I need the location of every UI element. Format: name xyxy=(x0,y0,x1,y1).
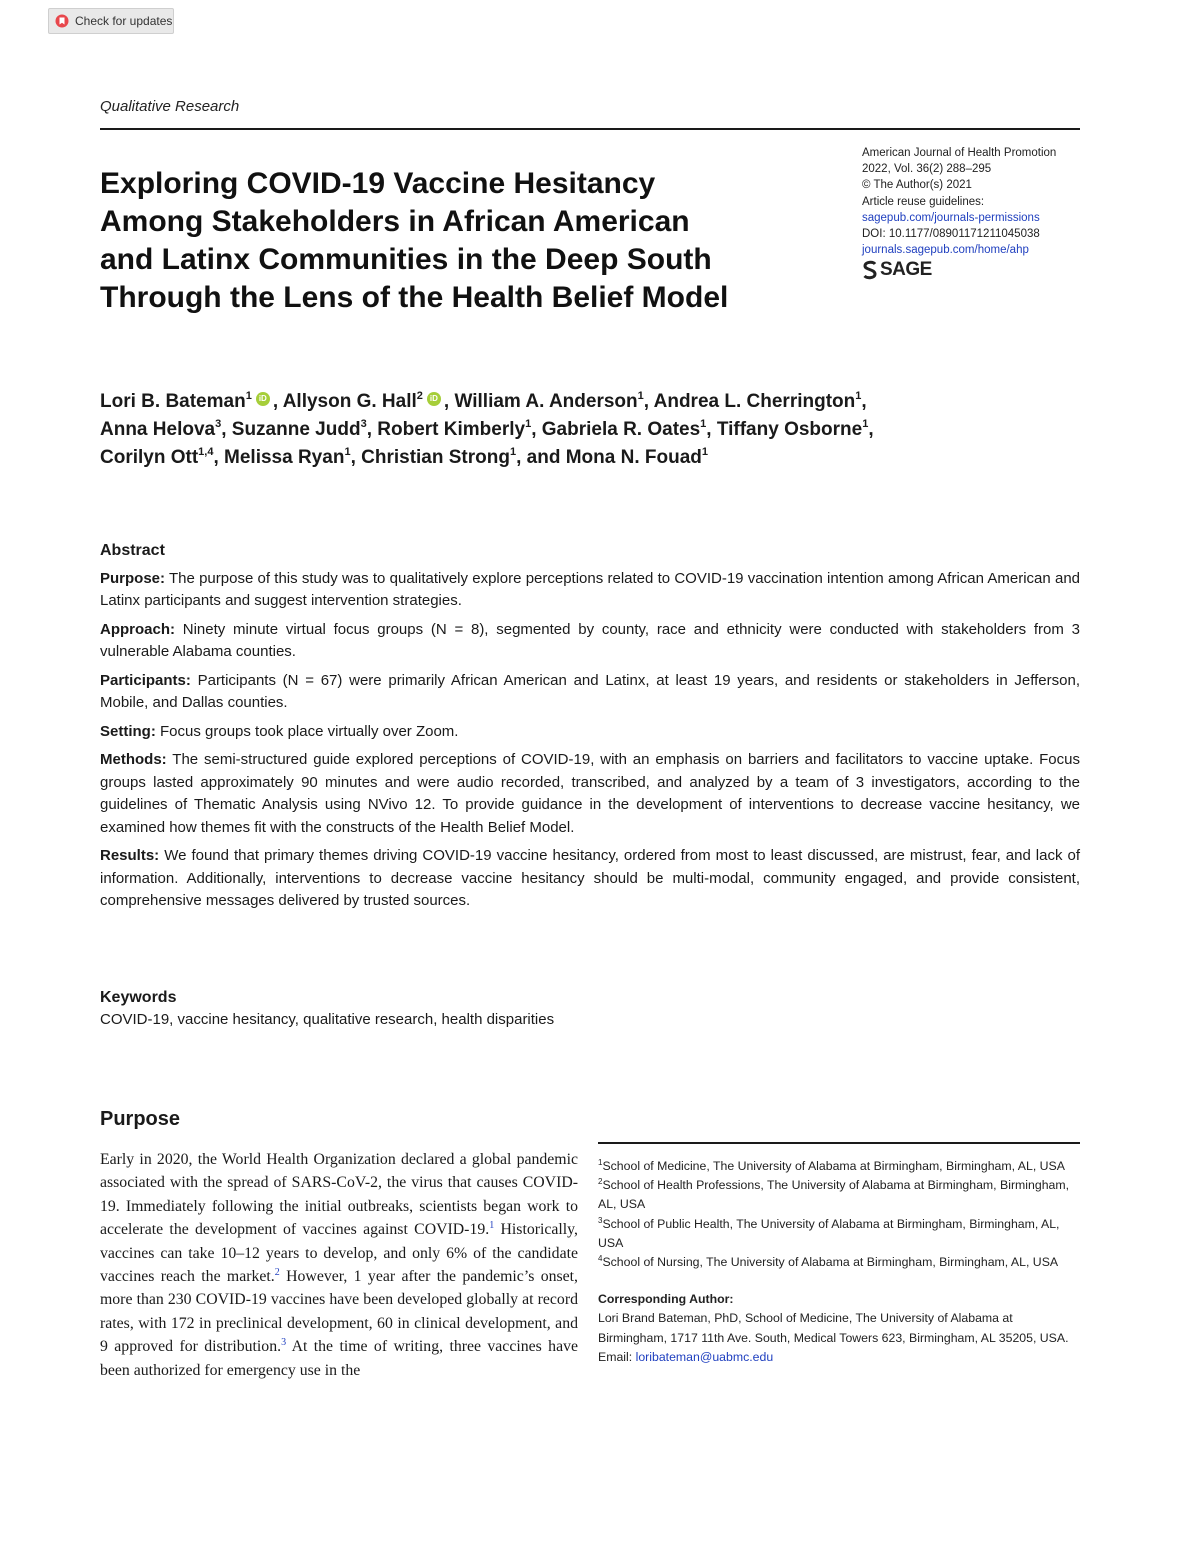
author-line: Lori B. Bateman$^1$iD , Allyson G. Hall$^2$iD , William A. Anderson$^1$, Andrea L. Cherrington$^1$, xyxy=(100,388,1090,416)
abstract-label: Participants: xyxy=(100,671,191,689)
journal-home-link[interactable]: journals.sagepub.com/home/ahp xyxy=(862,244,1029,257)
author-name: Lori B. Bateman xyxy=(100,391,246,412)
affil-number: 3 xyxy=(598,1215,603,1225)
corresponding-address: Lori Brand Bateman, PhD, School of Medicine, The University of Alabama at Birmingham, 1717 11th Ave. South, Medical Towers 623, Birmingham, AL 35205, USA. xyxy=(598,1311,1069,1345)
author-line: Anna Helova$^3$, Suzanne Judd$^3$, Robert Kimberly$^1$, Gabriela R. Oates$^1$, Tiffany Osborne$^1$, xyxy=(100,418,874,440)
citation-link[interactable]: 2 xyxy=(274,1267,280,1279)
journal-volume: 2022, Vol. 36(2) 288–295 xyxy=(862,163,992,176)
author-affil: 3 xyxy=(215,418,222,430)
abstract-text: The purpose of this study was to qualitatively explore perceptions related to COVID-19 vaccination intention among African American and Latinx participants and suggest intervention strategies. xyxy=(100,569,1081,609)
sage-logo xyxy=(862,260,1092,280)
journal-name: American Journal of Health Promotion xyxy=(862,147,1057,159)
abstract-setting xyxy=(100,721,1080,744)
sage-wordmark: SAGE xyxy=(880,259,932,281)
abstract-label: Setting: xyxy=(100,722,156,740)
author-name: Melissa Ryan xyxy=(224,447,345,468)
author-affil: 1 xyxy=(862,418,869,430)
title-line: Exploring COVID-19 Vaccine Hesitancy xyxy=(100,167,656,200)
author-name: Allyson G. Hall xyxy=(282,391,417,412)
affiliations-divider xyxy=(598,1142,1080,1144)
body-paragraph xyxy=(100,1148,578,1382)
affil-text: School of Public Health, The University of Alabama at Birmingham, Birmingham, AL, USA xyxy=(598,1216,1060,1250)
keywords-heading: Keywords xyxy=(100,989,177,1006)
body-text: At the time of writing, three vaccines have been authorized for emergency use in the xyxy=(100,1338,578,1379)
citation-link[interactable]: 3 xyxy=(281,1337,287,1349)
keywords-list: COVID-19, vaccine hesitancy, qualitative research, health disparities xyxy=(100,1011,555,1028)
citation-link[interactable]: 1 xyxy=(489,1220,495,1232)
corresponding-heading: Corresponding Author: xyxy=(598,1292,734,1307)
abstract-results xyxy=(100,845,1080,913)
author-name: Mona N. Fouad xyxy=(565,447,702,468)
author-name: Anna Helova xyxy=(100,419,216,440)
author-name: Tiffany Osborne xyxy=(716,419,863,440)
section-label: Qualitative Research xyxy=(100,98,240,115)
body-text: However, 1 year after the pandemic’s onset, more than 230 COVID-19 vaccines have been developed globally at record rates, with 172 in preclinical development, 60 in clinical development, and 9 approved for distribution. xyxy=(100,1268,578,1356)
author-name: Gabriela R. Oates xyxy=(541,419,701,440)
abstract-purpose xyxy=(100,568,1080,613)
corresponding-author xyxy=(598,1290,1084,1367)
affiliations xyxy=(598,1157,1084,1367)
author-affil: 1 xyxy=(637,390,644,402)
keywords xyxy=(100,987,1080,1031)
affil-number: 1 xyxy=(598,1158,603,1167)
author-name: Robert Kimberly xyxy=(377,419,526,440)
body-text: Historically, vaccines can take 10–12 years to develop, and only 6% of the candidate vaccines reach the market. xyxy=(100,1221,579,1286)
affil-text: School of Health Professions, The University of Alabama at Birmingham, Birmingham, AL, USA xyxy=(598,1178,1070,1212)
affil-number: 4 xyxy=(598,1254,603,1264)
author-line: Corilyn Ott$^{1,4}$, Melissa Ryan$^1$, Christian Strong$^1$, and Mona N. Fouad$^1$ xyxy=(100,446,708,468)
author-affil: 1 xyxy=(245,390,252,402)
abstract-heading: Abstract xyxy=(100,542,165,559)
author-affil: 1 xyxy=(700,418,707,430)
check-for-updates-label: Check for updates xyxy=(75,14,173,28)
author-name: Corilyn Ott xyxy=(100,447,199,468)
orcid-icon[interactable] xyxy=(427,392,441,406)
abstract-label: Approach: xyxy=(100,620,175,638)
body-text: Early in 2020, the World Health Organization declared a global pandemic associated with the spread of SARS-CoV-2, the virus that causes COVID-19. Immediately following the initial outbreaks, scientists began work to accelerate the development of vaccines against COVID-19. xyxy=(100,1151,578,1239)
author-name: Suzanne Judd xyxy=(231,419,361,440)
abstract-text: Focus groups took place virtually over Zoom. xyxy=(160,722,459,740)
permissions-link[interactable]: sagepub.com/journals-permissions xyxy=(862,211,1040,224)
orcid-icon[interactable] xyxy=(256,392,270,406)
journal-info xyxy=(862,145,1092,280)
abstract-text: Ninety minute virtual focus groups (N = 8), segmented by county, race and ethnicity were conducted with stakeholders from 3 vulnerable Alabama counties. xyxy=(100,620,1080,660)
author-affil: 2 xyxy=(416,390,423,402)
affiliation-item xyxy=(598,1215,1084,1253)
abstract-approach xyxy=(100,619,1080,664)
abstract-text: The semi-structured guide explored perceptions of COVID-19, with an emphasis on barriers and facilitators to vaccine uptake. Focus groups lasted approximately 90 minutes and were audio recorded, transcribed, and analyzed by a team of 3 investigators, according to the guidelines of Thematic Analysis using NVivo 12. To provide guidance in the development of interventions to decrease vaccine hesitancy, we examined how themes fit with the constructs of the Health Belief Model. xyxy=(100,751,1080,836)
author-affil: 1 xyxy=(701,446,708,458)
abstract xyxy=(100,540,1080,919)
reuse-label: Article reuse guidelines: xyxy=(862,195,985,208)
title-line: and Latinx Communities in the Deep South xyxy=(100,243,712,276)
author-affil: 3 xyxy=(360,418,367,430)
article-title xyxy=(100,165,840,317)
abstract-text: We found that primary themes driving COVID-19 vaccine hesitancy, ordered from most to least discussed, are mistrust, fear, and lack of information. Additionally, interventions to decrease vaccine hesitancy should be multi-modal, community engaged, and provide consistent, comprehensive messages delivered by trusted sources. xyxy=(100,847,1081,909)
author-name: William A. Anderson xyxy=(454,391,638,412)
header-divider xyxy=(100,128,1080,130)
abstract-participants xyxy=(100,670,1080,715)
abstract-label: Methods: xyxy=(100,751,167,768)
affiliation-item xyxy=(598,1176,1084,1214)
affiliation-item xyxy=(598,1253,1084,1272)
affil-text: School of Nursing, The University of Alabama at Birmingham, Birmingham, AL, USA xyxy=(602,1255,1059,1270)
journal-copyright: © The Author(s) 2021 xyxy=(862,179,972,192)
doi: DOI: 10.1177/08901171211045038 xyxy=(862,228,1040,241)
author-affil: 1 xyxy=(509,446,517,458)
author-affil: 1 xyxy=(525,418,532,430)
author-affil: 1,4 xyxy=(198,446,214,458)
author-affil: 1 xyxy=(855,390,862,402)
abstract-methods xyxy=(100,749,1080,839)
author-affil: 1 xyxy=(344,446,351,458)
check-for-updates-button[interactable] xyxy=(48,8,174,34)
author-conjunction: and xyxy=(526,447,561,468)
abstract-label: Purpose: xyxy=(100,569,166,587)
title-line: Among Stakeholders in African American xyxy=(100,205,690,238)
abstract-label: Results: xyxy=(100,847,160,864)
sage-s-icon xyxy=(862,260,878,280)
affil-text: School of Medicine, The University of Alabama at Birmingham, Birmingham, AL, USA xyxy=(602,1159,1065,1173)
affil-number: 2 xyxy=(598,1177,603,1187)
author-list xyxy=(100,388,1090,472)
title-line: Through the Lens of the Health Belief Model xyxy=(100,281,729,314)
email-link[interactable]: loribateman@uabmc.edu xyxy=(635,1349,774,1364)
section-heading-purpose: Purpose xyxy=(100,1108,181,1130)
bookmark-icon xyxy=(55,14,69,28)
author-name: Andrea L. Cherrington xyxy=(653,391,856,412)
abstract-text: Participants (N = 67) were primarily African American and Latinx, at least 19 years, and residents or stakeholders in Jefferson, Mobile, and Dallas counties. xyxy=(100,671,1080,711)
email-label: Email: xyxy=(598,1349,633,1364)
author-name: Christian Strong xyxy=(361,447,510,468)
affiliation-item xyxy=(598,1157,1084,1176)
corresponding-email xyxy=(598,1348,1084,1367)
